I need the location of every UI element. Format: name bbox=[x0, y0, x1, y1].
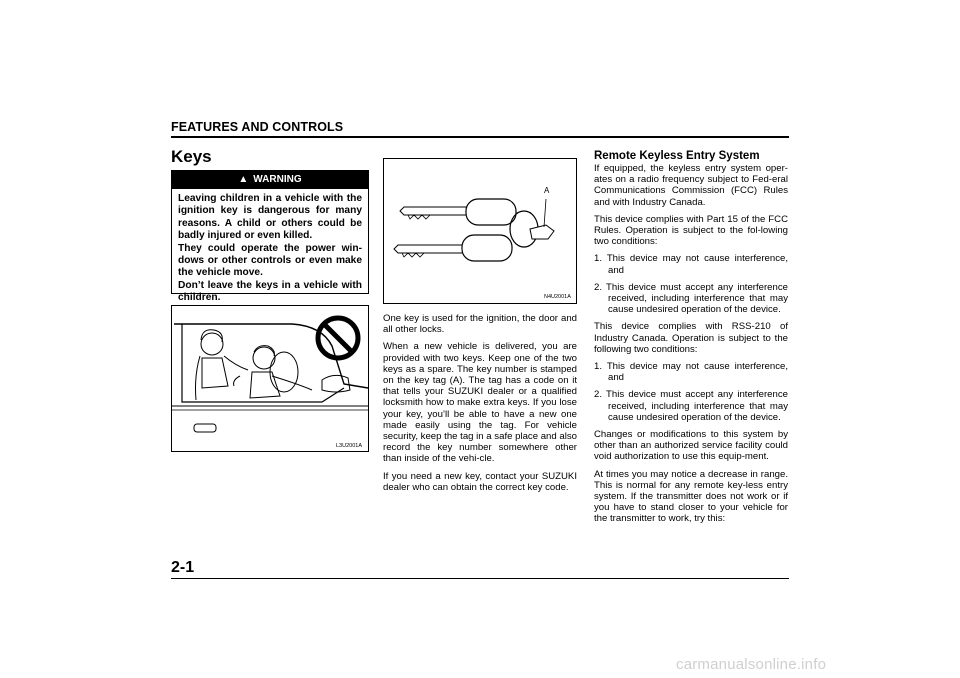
page-number: 2-1 bbox=[171, 559, 195, 576]
paragraph: If equipped, the keyless entry system oper-ates on a radio frequency subject to Fed-eral Communications Commission (FCC) Rules and with Industry Canada. bbox=[594, 163, 788, 208]
watermark: carmanualsonline.info bbox=[676, 656, 827, 673]
warning-triangle-icon: ▲ bbox=[238, 174, 249, 185]
page-header-title: FEATURES AND CONTROLS bbox=[171, 120, 344, 134]
warning-line: They could operate the power win-dows or other controls or even make the vehicle move. bbox=[178, 242, 362, 279]
paragraph: When a new vehicle is delivered, you are provided with two keys. Keep one of the two keys as a spare. The key number is stamped on the key tag (A). The tag has a code on it that tells your SUZUKI dealer or a qualified locksmith how to make extra keys. If you lose your key, you’ll be able to have a new one made easily using the tag. For vehicle security, keep the tag in a safe place and also record the key number somewhere other than inside of the vehi-cle. bbox=[383, 341, 577, 465]
section-title: Keys bbox=[171, 147, 212, 166]
ic-conditions-list bbox=[594, 361, 788, 423]
children-in-car-drawing bbox=[172, 306, 368, 451]
warning-label: WARNING bbox=[253, 174, 302, 185]
paragraph: This device complies with RSS-210 of Industry Canada. Operation is subject to the following two conditions: bbox=[594, 321, 788, 355]
warning-line: Leaving children in a vehicle with the ignition key is dangerous for many reasons. A child or others could be badly injured or even killed. bbox=[178, 193, 362, 242]
paragraph: Changes or modifications to this system by other than an authorized service facility could void authorization to use this equip-ment. bbox=[594, 429, 788, 463]
keys-illustration bbox=[383, 158, 577, 304]
list-item: 2. This device must accept any interference received, including interference that may cause undesired operation of the device. bbox=[594, 281, 788, 316]
keys-description-column bbox=[383, 313, 577, 499]
paragraph: If you need a new key, contact your SUZUKI dealer who can obtain the correct key code. bbox=[383, 470, 577, 493]
list-item: 2. This device must accept any interference received, including interference that may cause undesired operation of the device. bbox=[594, 389, 788, 423]
warning-line: Don’t leave the keys in a vehicle with children. bbox=[178, 279, 362, 304]
paragraph: One key is used for the ignition, the door and all other locks. bbox=[383, 313, 577, 336]
paragraph: This device complies with Part 15 of the FCC Rules. Operation is subject to the fol-lowing two conditions: bbox=[594, 213, 788, 248]
keys-figure-code: N4U2001A bbox=[544, 294, 571, 300]
list-item: 1. This device may not cause interference, and bbox=[594, 253, 788, 276]
warning-box bbox=[171, 170, 369, 304]
paragraph: At times you may notice a decrease in range. This is normal for any remote key-less entry system. If the transmitter does not work or if you have to stand closer to your vehicle for the transmitter to work, try this: bbox=[594, 468, 788, 525]
key-tag-callout: A bbox=[544, 186, 550, 195]
fcc-conditions-list bbox=[594, 253, 788, 315]
header-rule bbox=[171, 136, 789, 138]
children-in-car-illustration bbox=[171, 305, 369, 452]
keyless-entry-column bbox=[594, 150, 788, 531]
warning-header bbox=[172, 171, 368, 189]
keyless-entry-title: Remote Keyless Entry System bbox=[594, 150, 760, 162]
list-item: 1. This device may not cause interference, and bbox=[594, 361, 788, 384]
warning-text bbox=[172, 189, 368, 305]
children-figure-code: L3U2001A bbox=[336, 443, 362, 449]
keys-drawing bbox=[384, 159, 576, 303]
footer-rule bbox=[171, 578, 789, 579]
